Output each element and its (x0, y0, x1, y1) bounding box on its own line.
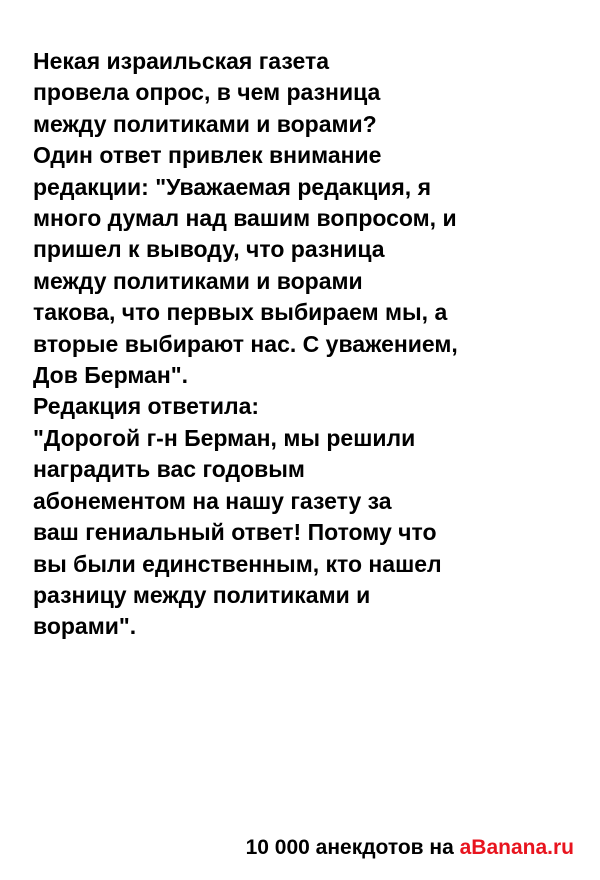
joke-line-15: абонементом на нашу газету за (33, 487, 392, 514)
joke-line-2: провела опрос, в чем разница (33, 79, 381, 106)
joke-line-11: Дов Берман". (33, 362, 189, 389)
joke-line-4: Один ответ привлек внимание (33, 142, 382, 169)
joke-line-18: разницу между политиками и (33, 581, 371, 608)
joke-line-17: вы были единственным, кто нашел (33, 550, 442, 577)
joke-line-10: вторые выбирают нас. С уважением, (33, 330, 458, 357)
joke-line-7: пришел к выводу, что разница (33, 236, 385, 263)
footer-tagline: 10 000 анекдотов на (245, 836, 460, 859)
joke-line-12: Редакция ответила: (33, 393, 260, 420)
joke-line-16: ваш гениальный ответ! Потому что (33, 519, 437, 546)
joke-line-13: "Дорогой г-н Берман, мы решили (33, 424, 416, 451)
joke-line-3: между политиками и ворами? (33, 110, 377, 137)
joke-line-5: редакции: "Уважаемая редакция, я (33, 173, 431, 200)
joke-line-6: много думал над вашим вопросом, и (33, 205, 457, 232)
joke-text (33, 46, 593, 643)
joke-line-9: такова, что первых выбираем мы, а (33, 299, 448, 326)
joke-line-19: ворами". (33, 613, 137, 640)
joke-line-8: между политиками и ворами (33, 267, 363, 294)
joke-line-1: Некая израильская газета (33, 48, 330, 74)
joke-line-14: наградить вас годовым (33, 456, 305, 483)
site-footer (0, 834, 574, 862)
brand-link[interactable]: aBanana.ru (459, 836, 574, 859)
